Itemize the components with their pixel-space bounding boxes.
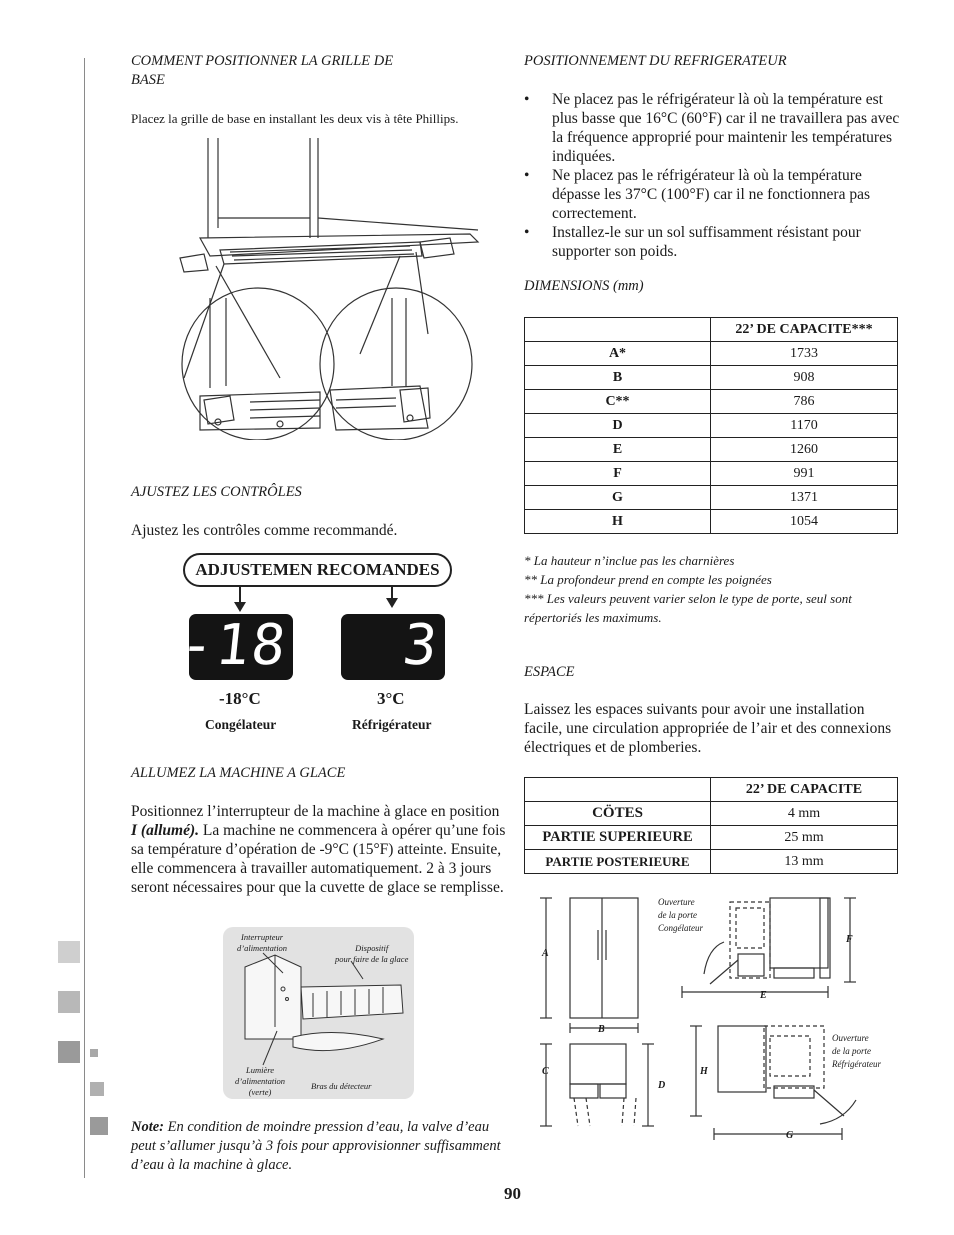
table-row: C** 786 (525, 390, 898, 414)
table-row (525, 318, 898, 342)
freezer-temp: -18°C (219, 689, 261, 708)
margin-rule (84, 58, 85, 1178)
freezer-display (176, 613, 293, 680)
space-section-title: ESPACE (524, 664, 575, 680)
diagram-label-g: G (786, 1130, 794, 1141)
diagram-label-a: A (542, 948, 549, 959)
icemaker-note: Note: En condition de moindre pression d’eau, la valve d’eau peut s’allumer jusqu’à 3 fois pour approvisionner suffisamment d’eau à la machine à glace. (131, 1119, 501, 1173)
table-row: G 1371 (525, 486, 898, 510)
pointer-arrows (228, 586, 408, 614)
table-row: PARTIE POSTERIEURE 13 mm (525, 850, 898, 874)
grid-section-title: COMMENT POSITIONNER LA GRILLE DE BASE (131, 53, 394, 88)
dimensions-section-title: DIMENSIONS (mm) (524, 278, 644, 294)
diagram-label-e: E (760, 990, 767, 1001)
fridge-temp: 3°C (377, 689, 405, 708)
dimensions-footnotes: * La hauteur n’inclue pas les charnières ** La profondeur prend en compte les poignées *** Les valeurs peuvent varier selon le type de porte, seul sont répertoriés les maximums. (524, 553, 852, 625)
table-row (525, 778, 898, 802)
dimensions-table (524, 317, 898, 534)
controls-instructions: Ajustez les contrôles comme recommandé. (131, 522, 398, 539)
fridge-display (341, 614, 445, 680)
table-row: H 1054 (525, 510, 898, 534)
table-row: E 1260 (525, 438, 898, 462)
base-grille-illustration (160, 138, 480, 440)
margin-tab-3 (58, 1041, 80, 1063)
position-bullet-1: • Ne placez pas le réfrigérateur là où la température est plus basse que 16°C (60°F) car il ne travaillera pas avec la fréquence approprié pour maintenir les températures indiquées. (524, 90, 904, 166)
space-table (524, 777, 898, 874)
space-header: 22’ DE CAPACITE (711, 778, 898, 802)
diagram-label-h: H (700, 1066, 708, 1077)
margin-tab-2 (58, 991, 80, 1013)
fridge-display-value: 3 (399, 613, 441, 678)
table-row: D 1170 (525, 414, 898, 438)
icemaker-label-light: Lumière d’alimentation (verte) (235, 1065, 286, 1097)
table-row: PARTIE SUPERIEURE 25 mm (525, 826, 898, 850)
position-bullets (524, 90, 904, 261)
margin-dot-3 (90, 1117, 108, 1135)
position-bullet-3: • Installez-le sur un sol suffisamment résistant pour supporter son poids. (524, 223, 904, 261)
icemaker-illustration (223, 927, 414, 1099)
icemaker-instructions: Positionnez l’interrupteur de la machine à glace en position I (allumé). La machine ne commencera à opérer qu’une fois sa température d’opération de -9°C (15°F) atteinte. Ensuite, elle commencera à travailler automatiquement. 2 à 3 jours seront nécessaires pour que la cuvette de glace se remplisse. (131, 803, 506, 896)
icemaker-label-arm: Bras du détecteur (311, 1081, 372, 1091)
position-bullet-2: • Ne placez pas le réfrigérateur là où la température dépasse les 37°C (100°F) car il ne fonctionnera pas correctement. (524, 166, 904, 223)
diagram-label-b: B (598, 1024, 605, 1035)
space-instructions: Laissez les espaces suivants pour avoir une installation facile, une circulation appropriée de l’air et des connexions électriques et de plomberies. (524, 701, 892, 756)
freezer-label: Congélateur (205, 717, 277, 732)
diagram-label-f: F (846, 934, 853, 945)
fridge-label: Réfrigérateur (352, 717, 432, 732)
dimensions-diagram (524, 890, 898, 1140)
controls-section-title: AJUSTEZ LES CONTRÔLES (131, 484, 302, 500)
diagram-label-d: D (658, 1080, 666, 1091)
grid-instructions: Placez la grille de base en installant les deux vis à tête Phillips. (131, 111, 459, 126)
diagram-fridge-opening: Ouverture de la porte Réfrigérateur (832, 1033, 881, 1069)
table-row: B 908 (525, 366, 898, 390)
icemaker-label-device: Dispositif pour faire de la glace (335, 943, 409, 964)
margin-tab-1 (58, 941, 80, 963)
recommended-settings-label: ADJUSTEMEN RECOMANDES (183, 553, 452, 587)
margin-dot-2 (90, 1082, 104, 1096)
diagram-label-c: C (542, 1066, 549, 1077)
icemaker-section-title: ALLUMEZ LA MACHINE A GLACE (131, 765, 346, 781)
table-row: A* 1733 (525, 342, 898, 366)
margin-dot-1 (90, 1049, 98, 1057)
icemaker-label-switch: Interrupteur d’alimentation (237, 932, 288, 953)
position-section-title: POSITIONNEMENT DU REFRIGERATEUR (524, 53, 787, 69)
table-row: F 991 (525, 462, 898, 486)
table-row: CÖTES 4 mm (525, 802, 898, 826)
dimensions-header: 22’ DE CAPACITE*** (711, 318, 898, 342)
diagram-freezer-opening: Ouverture de la porte Congélateur (658, 897, 703, 933)
page-number: 90 (504, 1184, 521, 1203)
freezer-display-value: -18 (176, 613, 291, 678)
